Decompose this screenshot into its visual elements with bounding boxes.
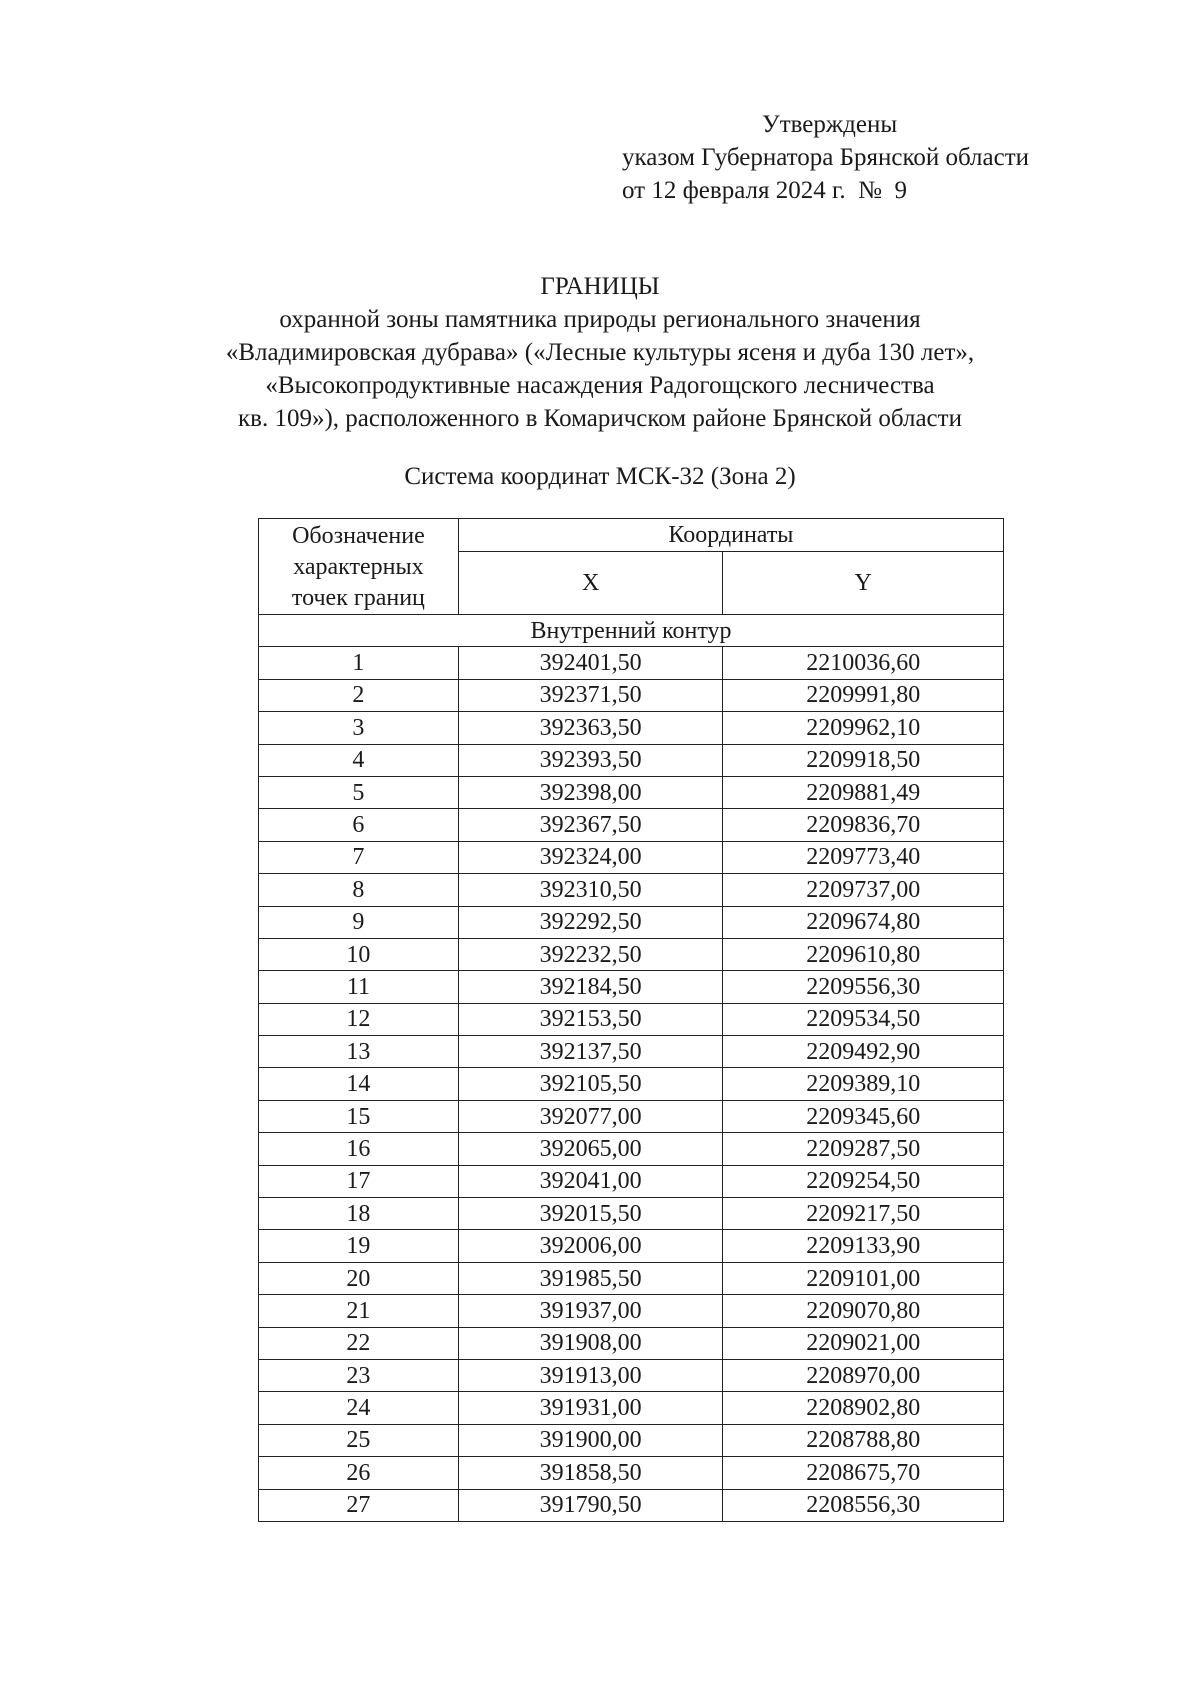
coordinates-table-body (259, 615, 1004, 1522)
point-number-cell: 20 (259, 1262, 459, 1294)
x-coordinate-cell: 392310,50 (458, 874, 723, 906)
section-label-inner-contour: Внутренний контур (259, 615, 1004, 647)
x-coordinate-cell: 391858,50 (458, 1457, 723, 1489)
point-number-cell: 4 (259, 744, 459, 776)
x-coordinate-cell: 391900,00 (458, 1424, 723, 1456)
table-row (259, 1489, 1004, 1521)
table-row (259, 938, 1004, 970)
y-coordinate-cell: 2209389,10 (723, 1068, 1004, 1100)
header-coordinates: Координаты (458, 519, 1003, 552)
y-coordinate-cell: 2209021,00 (723, 1327, 1004, 1359)
y-coordinate-cell: 2209217,50 (723, 1198, 1004, 1230)
x-coordinate-cell: 392077,00 (458, 1100, 723, 1132)
y-coordinate-cell: 2209556,30 (723, 971, 1004, 1003)
x-coordinate-cell: 391913,00 (458, 1359, 723, 1391)
document-subtitle-line-2: «Владимировская дубрава» («Лесные культуры ясеня и дуба 130 лет», (225, 339, 975, 366)
table-row (259, 712, 1004, 744)
coordinates-table (258, 518, 1004, 1522)
y-coordinate-cell: 2209070,80 (723, 1295, 1004, 1327)
table-row (259, 874, 1004, 906)
y-coordinate-cell: 2209881,49 (723, 776, 1004, 808)
point-number-cell: 25 (259, 1424, 459, 1456)
table-row (259, 679, 1004, 711)
x-coordinate-cell: 391908,00 (458, 1327, 723, 1359)
x-coordinate-cell: 392184,50 (458, 971, 723, 1003)
table-row (259, 906, 1004, 938)
table-row (259, 1327, 1004, 1359)
y-coordinate-cell: 2209962,10 (723, 712, 1004, 744)
table-row (259, 809, 1004, 841)
point-number-cell: 14 (259, 1068, 459, 1100)
document-title: ГРАНИЦЫ (540, 273, 660, 300)
y-coordinate-cell: 2208902,80 (723, 1392, 1004, 1424)
point-number-cell: 27 (259, 1489, 459, 1521)
header-point-designation (259, 519, 459, 615)
point-number-cell: 18 (259, 1198, 459, 1230)
y-coordinate-cell: 2209287,50 (723, 1133, 1004, 1165)
y-coordinate-cell: 2210036,60 (723, 647, 1004, 679)
header-y: Y (723, 552, 1004, 615)
table-row (259, 971, 1004, 1003)
table-row (259, 744, 1004, 776)
point-number-cell: 16 (259, 1133, 459, 1165)
point-number-cell: 7 (259, 841, 459, 873)
coordinate-system-label: Система координат МСК-32 (Зона 2) (404, 463, 796, 490)
header-designation-line-3: точек границ (291, 585, 425, 611)
point-number-cell: 17 (259, 1165, 459, 1197)
point-number-cell: 15 (259, 1100, 459, 1132)
table-row (259, 1424, 1004, 1456)
table-row (259, 647, 1004, 679)
y-coordinate-cell: 2209101,00 (723, 1262, 1004, 1294)
point-number-cell: 6 (259, 809, 459, 841)
y-coordinate-cell: 2209534,50 (723, 1003, 1004, 1035)
point-number-cell: 13 (259, 1036, 459, 1068)
y-coordinate-cell: 2208788,80 (723, 1424, 1004, 1456)
table-row (259, 1133, 1004, 1165)
x-coordinate-cell: 392041,00 (458, 1165, 723, 1197)
x-coordinate-cell: 392398,00 (458, 776, 723, 808)
approval-line-decree: указом Губернатора Брянской области (622, 144, 1030, 171)
x-coordinate-cell: 392006,00 (458, 1230, 723, 1262)
point-number-cell: 19 (259, 1230, 459, 1262)
approval-block (622, 108, 1142, 207)
y-coordinate-cell: 2208970,00 (723, 1359, 1004, 1391)
y-coordinate-cell: 2209836,70 (723, 809, 1004, 841)
table-row (259, 1036, 1004, 1068)
table-row (259, 1392, 1004, 1424)
x-coordinate-cell: 392292,50 (458, 906, 723, 938)
document-title-block (150, 270, 1050, 435)
point-number-cell: 5 (259, 776, 459, 808)
table-row (259, 1165, 1004, 1197)
x-coordinate-cell: 391931,00 (458, 1392, 723, 1424)
header-x: X (458, 552, 723, 615)
header-designation-line-2: характерных (293, 554, 424, 580)
point-number-cell: 10 (259, 938, 459, 970)
y-coordinate-cell: 2209345,60 (723, 1100, 1004, 1132)
x-coordinate-cell: 392153,50 (458, 1003, 723, 1035)
document-subtitle-line-4: кв. 109»), расположенного в Комаричском районе Брянской области (238, 405, 962, 432)
point-number-cell: 9 (259, 906, 459, 938)
x-coordinate-cell: 392065,00 (458, 1133, 723, 1165)
y-coordinate-cell: 2209254,50 (723, 1165, 1004, 1197)
point-number-cell: 8 (259, 874, 459, 906)
x-coordinate-cell: 392367,50 (458, 809, 723, 841)
x-coordinate-cell: 392401,50 (458, 647, 723, 679)
y-coordinate-cell: 2209773,40 (723, 841, 1004, 873)
point-number-cell: 21 (259, 1295, 459, 1327)
y-coordinate-cell: 2209737,00 (723, 874, 1004, 906)
table-row (259, 776, 1004, 808)
y-coordinate-cell: 2209918,50 (723, 744, 1004, 776)
header-designation-line-1: Обозначение (292, 523, 425, 549)
point-number-cell: 22 (259, 1327, 459, 1359)
point-number-cell: 2 (259, 679, 459, 711)
y-coordinate-cell: 2209492,90 (723, 1036, 1004, 1068)
point-number-cell: 24 (259, 1392, 459, 1424)
table-row (259, 1198, 1004, 1230)
point-number-cell: 12 (259, 1003, 459, 1035)
point-number-cell: 23 (259, 1359, 459, 1391)
y-coordinate-cell: 2209674,80 (723, 906, 1004, 938)
point-number-cell: 1 (259, 647, 459, 679)
table-row (259, 1359, 1004, 1391)
section-row (259, 615, 1004, 647)
approval-line-approved: Утверждены (762, 111, 898, 138)
y-coordinate-cell: 2209610,80 (723, 938, 1004, 970)
document-subtitle-line-3: «Высокопродуктивные насаждения Радогощского лесничества (265, 372, 935, 399)
y-coordinate-cell: 2208556,30 (723, 1489, 1004, 1521)
document-subtitle-line-1: охранной зоны памятника природы регионального значения (279, 306, 921, 333)
x-coordinate-cell: 392363,50 (458, 712, 723, 744)
x-coordinate-cell: 391790,50 (458, 1489, 723, 1521)
table-row (259, 841, 1004, 873)
table-row (259, 1100, 1004, 1132)
approval-line-date-number: от 12 февраля 2024 г. № 9 (622, 177, 908, 204)
x-coordinate-cell: 392371,50 (458, 679, 723, 711)
x-coordinate-cell: 392105,50 (458, 1068, 723, 1100)
x-coordinate-cell: 392393,50 (458, 744, 723, 776)
x-coordinate-cell: 392015,50 (458, 1198, 723, 1230)
table-row (259, 1457, 1004, 1489)
point-number-cell: 3 (259, 712, 459, 744)
table-row (259, 1262, 1004, 1294)
point-number-cell: 11 (259, 971, 459, 1003)
x-coordinate-cell: 391937,00 (458, 1295, 723, 1327)
x-coordinate-cell: 392232,50 (458, 938, 723, 970)
table-row (259, 1068, 1004, 1100)
x-coordinate-cell: 392137,50 (458, 1036, 723, 1068)
point-number-cell: 26 (259, 1457, 459, 1489)
y-coordinate-cell: 2209991,80 (723, 679, 1004, 711)
x-coordinate-cell: 392324,00 (458, 841, 723, 873)
table-row (259, 1230, 1004, 1262)
table-row (259, 1003, 1004, 1035)
table-row (259, 1295, 1004, 1327)
y-coordinate-cell: 2208675,70 (723, 1457, 1004, 1489)
y-coordinate-cell: 2209133,90 (723, 1230, 1004, 1262)
x-coordinate-cell: 391985,50 (458, 1262, 723, 1294)
